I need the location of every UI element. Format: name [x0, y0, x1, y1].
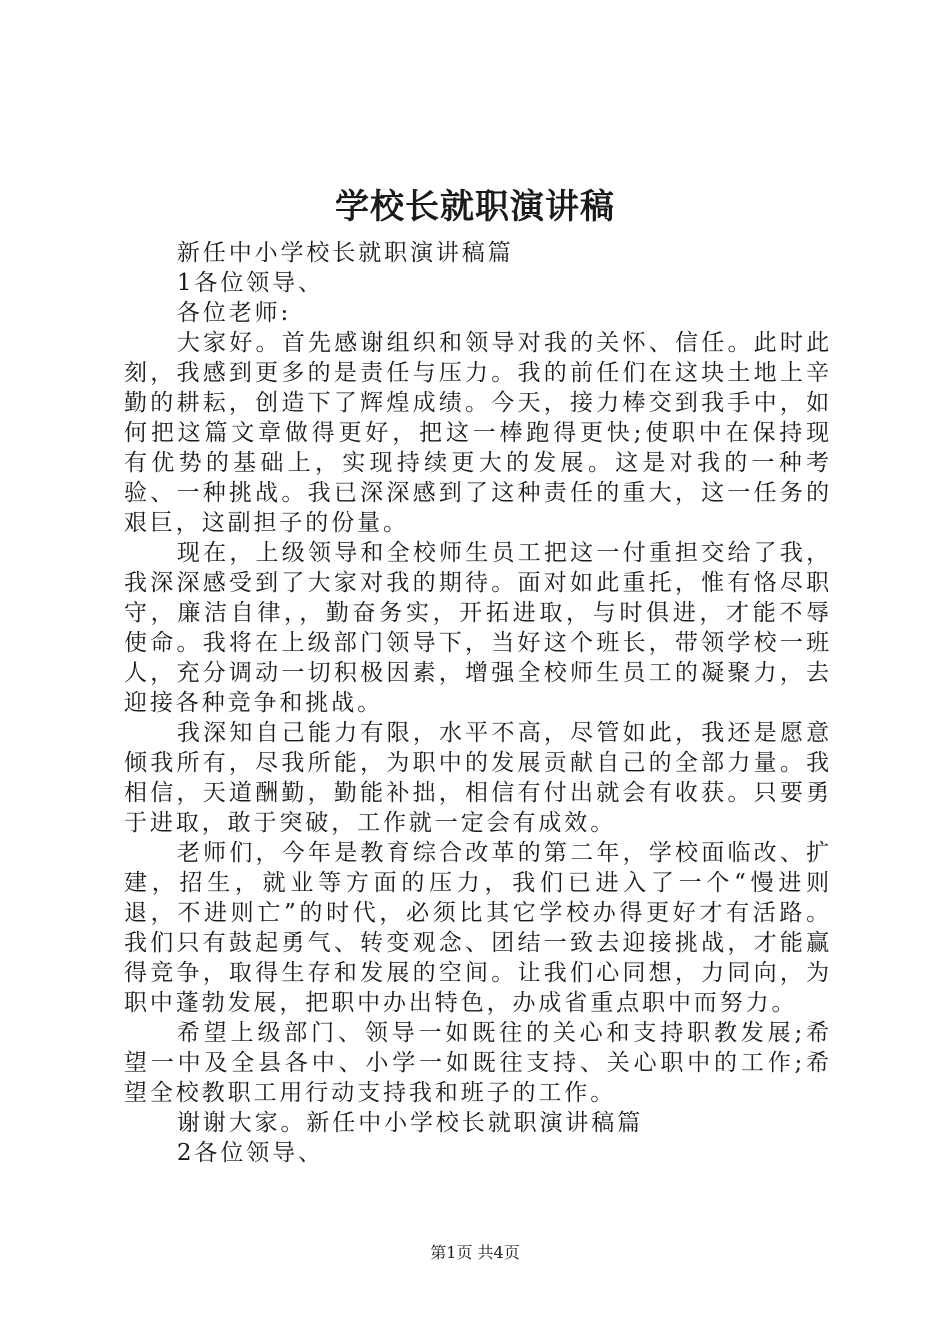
paragraph: 2各位领导、	[176, 1140, 324, 1166]
paragraph: 现在，上级领导和全校师生员工把这一付重担交给了我，我深深感受到了大家对我的期待。面对如此重托，惟有恪尽职守，廉洁自律，，勤奋务实，开拓进取，与时俱进，才能不辱使命。我将在上级部门领导下，当好这个班长，带领学校一班人，充分调动一切积极因素，增强全校师生员工的凝聚力，去迎接各种竞争和挑战。	[124, 540, 832, 716]
paragraph: 各位老师:	[176, 300, 292, 326]
paragraph: 老师们，今年是教育综合改革的第二年，学校面临改、扩建，招生，就业等方面的压力，我们已进入了一个“慢进则退，不进则亡”的时代，必须比其它学校办得更好才有活路。我们只有鼓起勇气、转变观念、团结一致去迎接挑战，才能赢得竞争，取得生存和发展的空间。让我们心同想，力同向，为职中蓬勃发展，把职中办出特色，办成省重点职中而努力。	[124, 840, 832, 1016]
document-title: 学校长就职演讲稿	[335, 187, 615, 227]
page-number-footer: 第1页 共4页	[430, 1243, 520, 1262]
document-body	[124, 238, 832, 1168]
paragraph: 谢谢大家。新任中小学校长就职演讲稿篇	[176, 1110, 644, 1136]
paragraph: 希望上级部门、领导一如既往的关心和支持职教发展;希望一中及全县各中、小学一如既往支持、关心职中的工作;希望全校教职工用行动支持我和班子的工作。	[124, 1020, 832, 1106]
paragraph: 1各位领导、	[176, 270, 324, 296]
paragraph: 大家好。首先感谢组织和领导对我的关怀、信任。此时此刻，我感到更多的是责任与压力。我的前任们在这块土地上辛勤的耕耘，创造下了辉煌成绩。今天，接力棒交到我手中，如何把这篇文章做得更好，把这一棒跑得更快;使职中在保持现有优势的基础上，实现持续更大的发展。这是对我的一种考验、一种挑战。我已深深感到了这种责任的重大，这一任务的艰巨，这副担子的份量。	[124, 330, 832, 536]
paragraph: 我深知自己能力有限，水平不高，尽管如此，我还是愿意倾我所有，尽我所能，为职中的发展贡献自己的全部力量。我相信，天道酬勤，勤能补拙，相信有付出就会有收获。只要勇于进取，敢于突破，工作就一定会有成效。	[124, 720, 832, 836]
paragraph: 新任中小学校长就职演讲稿篇	[176, 240, 514, 266]
